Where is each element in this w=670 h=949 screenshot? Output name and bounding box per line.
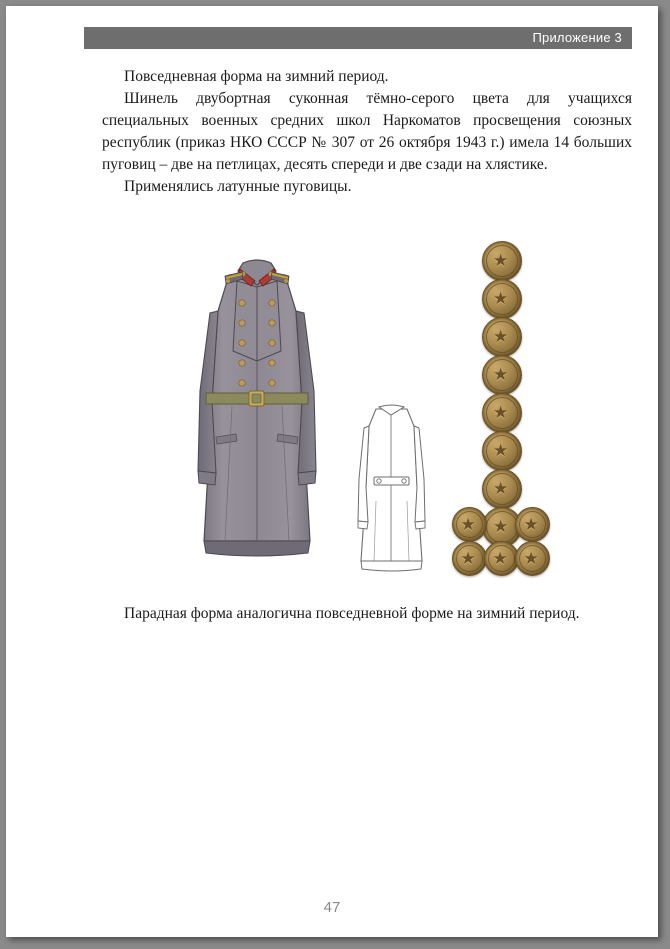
brass-button-9: [452, 507, 487, 542]
brass-buttons-group: [452, 241, 572, 581]
document-page: [6, 6, 658, 937]
brass-button-12: [484, 541, 519, 576]
running-header: [84, 27, 632, 49]
brass-button-5: [482, 393, 522, 433]
brass-button-4: [482, 355, 522, 395]
brass-button-2: [482, 279, 522, 319]
greatcoat-front-view: [192, 241, 322, 576]
body-text-top: [102, 66, 632, 198]
uniform-illustration: [102, 241, 632, 586]
header-label: Приложение 3: [532, 30, 622, 45]
brass-button-1: [482, 241, 522, 281]
body-text-bottom: [102, 603, 632, 625]
paragraph-1: Повседневная форма на зимний период.: [124, 68, 389, 85]
brass-button-6: [482, 431, 522, 471]
brass-button-3: [482, 317, 522, 357]
greatcoat-back-view: [354, 401, 429, 581]
page-number: 47: [323, 899, 341, 916]
paragraph-3: Применялись латунные пуговицы.: [124, 178, 352, 195]
paragraph-2: Шинель двубортная суконная тёмно-серого цвета для учащихся специальных военных средних школ Наркоматов просвещения союзных республик (приказ НКО СССР № 307 от 26 октября 1943 г.) имела 14 больших пуговиц – две на петлицах, десять спереди и две сзади на хлястике.: [102, 90, 632, 173]
brass-button-10: [515, 507, 550, 542]
brass-button-11: [452, 541, 487, 576]
paragraph-4: Парадная форма аналогична повседневной форме на зимний период.: [124, 605, 580, 622]
brass-button-13: [515, 541, 550, 576]
